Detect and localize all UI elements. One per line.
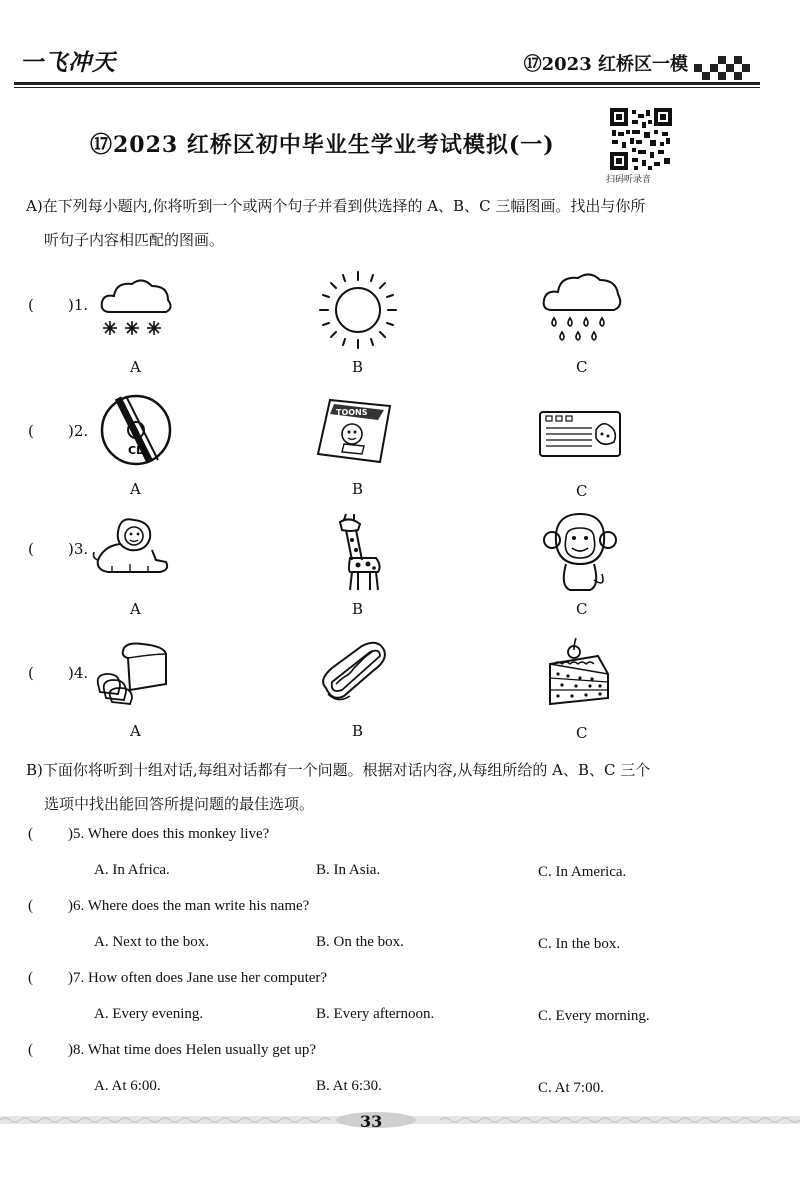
answer-paren[interactable]: ( [28,422,34,440]
bread-icon [94,640,174,706]
option-label: C [576,358,588,376]
question-stem: )8. What time does Helen usually get up? [68,1042,316,1058]
brand-logo: 一飞冲天 [20,50,116,76]
checker-pattern-icon [694,54,750,84]
section-a-instruction-line2: 听句子内容相匹配的图画。 [44,231,225,249]
option-a[interactable]: A. In Africa. [94,862,170,878]
option-label: B [352,600,364,618]
header-exam-label: ⑰2023 红桥区一模 [523,54,688,75]
option-label: C [576,600,588,618]
option-c[interactable]: C. Every morning. [538,1008,650,1024]
option-b[interactable]: B. On the box. [316,934,404,950]
option-c[interactable]: C. At 7:00. [538,1080,604,1096]
option-label: A [130,722,141,740]
option-c[interactable]: C. In America. [538,864,627,880]
option-a[interactable]: A. Next to the box. [94,934,209,950]
answer-paren[interactable]: ( [28,970,33,986]
question-number: )4. [68,664,89,682]
qr-label: 扫码听录音 [606,175,652,185]
cake-icon [540,634,616,710]
answer-paren[interactable]: ( [28,296,34,314]
option-b[interactable]: B. At 6:30. [316,1078,382,1094]
monkey-icon [540,510,620,594]
option-label: B [352,722,364,740]
cloud-snow-icon [96,272,176,344]
hotdog-icon [318,640,390,710]
answer-paren[interactable]: ( [28,540,34,558]
answer-paren[interactable]: ( [28,664,34,682]
section-b-instruction-line1: B)下面你将听到十组对话,每组对话都有一个问题。根据对话内容,从每组所给的 A、B、C 三个 [26,761,651,779]
question-stem: )5. Where does this monkey live? [68,826,270,842]
section-b-instruction-line2: 选项中找出能回答所提问题的最佳选项。 [44,795,315,813]
option-label: B [352,480,364,498]
option-b[interactable]: B. Every afternoon. [316,1006,435,1022]
option-label: A [130,600,141,618]
option-label: A [130,358,141,376]
giraffe-icon [330,510,386,592]
header-divider [14,82,760,85]
card-icon [538,408,622,460]
question-number: )1. [68,296,89,314]
page-title: ⑰2023 红桥区初中毕业生学业考试模拟(一) [90,132,555,158]
qr-code-icon [610,108,672,170]
cd-label: CD [128,444,146,457]
cd-icon [98,390,174,470]
section-a-instruction-line1: A)在下列每小题内,你将听到一个或两个句子并看到供选择的 A、B、C 三幅图画。找出与你所 [26,197,646,215]
page-number: 33 [360,1112,383,1131]
question-number: )3. [68,540,89,558]
answer-paren[interactable]: ( [28,826,33,842]
question-number: )2. [68,422,89,440]
answer-paren[interactable]: ( [28,1042,33,1058]
option-b[interactable]: B. In Asia. [316,862,381,878]
option-a[interactable]: A. At 6:00. [94,1078,161,1094]
lion-icon [90,514,174,580]
header-divider-thin [14,87,760,88]
option-c[interactable]: C. In the box. [538,936,621,952]
question-stem: )7. How often does Jane use her computer? [68,970,328,986]
footer-decorative-band [0,1112,800,1128]
answer-paren[interactable]: ( [28,898,33,914]
option-label: C [576,724,588,742]
option-label: B [352,358,364,376]
sun-icon [316,268,400,352]
option-label: A [130,480,141,498]
option-label: C [576,482,588,500]
question-stem: )6. Where does the man write his name? [68,898,310,914]
option-a[interactable]: A. Every evening. [94,1006,204,1022]
cloud-rain-icon [540,270,624,348]
comic-title: TOONS [336,408,368,417]
comic-book-icon [314,396,396,466]
